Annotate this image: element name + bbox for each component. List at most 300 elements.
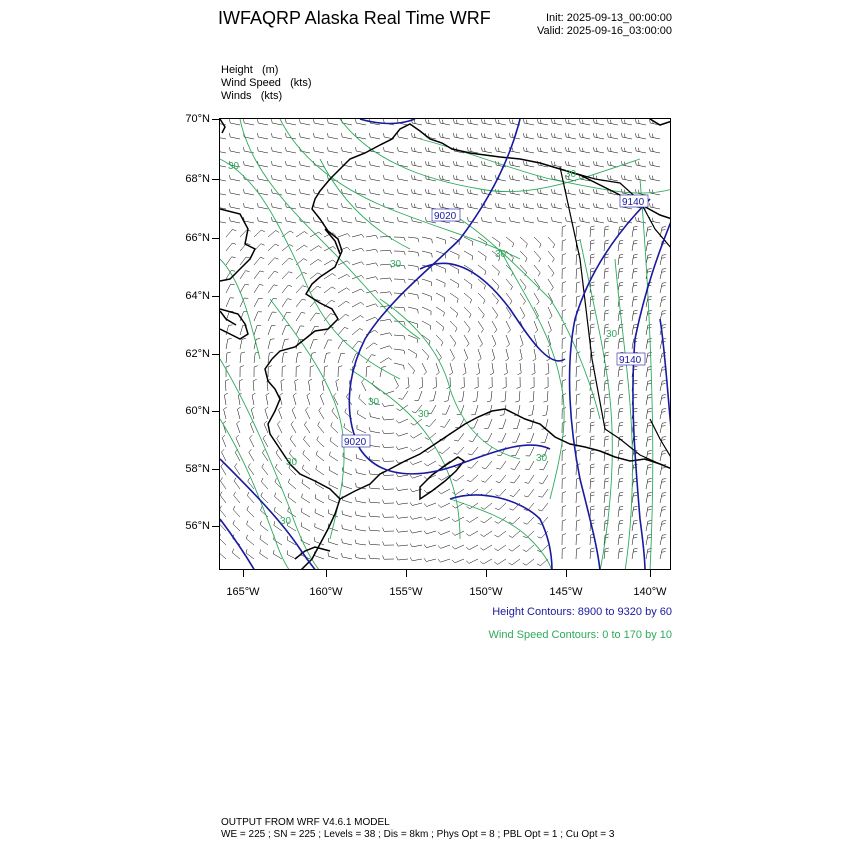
wind-barb (650, 161, 661, 167)
wind-barb (478, 335, 483, 347)
wind-barb (362, 379, 367, 391)
wind-barb (355, 526, 366, 532)
wind-barb (324, 340, 332, 349)
wind-barb (527, 433, 535, 442)
wind-barb (394, 363, 404, 369)
wind-barb (262, 464, 268, 475)
wind-barb (342, 147, 353, 153)
wind-barb (590, 548, 595, 559)
wind-barb (636, 175, 647, 181)
wind-barb (408, 265, 419, 271)
wind-barb (394, 349, 405, 354)
wind-barb (370, 133, 381, 139)
wind-barb (562, 296, 566, 307)
wind-barb (282, 352, 287, 363)
wind-barb (576, 520, 580, 531)
wind-barb (291, 421, 296, 433)
wind-barb (230, 203, 241, 209)
wind-barb (482, 147, 493, 153)
wind-barb (438, 531, 450, 535)
wind-label: 30 (280, 516, 292, 527)
wind-barb (342, 119, 353, 125)
wind-barb (636, 133, 647, 139)
height-contour (450, 495, 552, 570)
wind-barb (282, 366, 286, 377)
wind-barb (422, 251, 432, 257)
wind-barb (408, 237, 419, 242)
wind-barb (300, 189, 311, 195)
wind-barb (484, 419, 492, 428)
wind-barb (396, 487, 408, 490)
wind-barb (296, 352, 302, 363)
wind-contour (500, 249, 564, 499)
wind-barb (534, 251, 541, 262)
wind-barb (576, 394, 580, 405)
wind-barb (646, 381, 652, 392)
wind-barb (452, 531, 464, 535)
wind-barb (604, 394, 609, 405)
wind-barb (286, 161, 297, 167)
wind-barb (366, 235, 378, 239)
wind-barb (454, 433, 464, 441)
wind-barb (562, 338, 566, 349)
wind-barb (594, 217, 605, 223)
wind-barb (436, 293, 445, 302)
wind-barb (576, 422, 580, 433)
wind-barb (482, 133, 493, 139)
wind-barb (398, 217, 409, 223)
wind-barb (296, 313, 305, 322)
wind-barb (436, 279, 445, 287)
wind-barb (303, 450, 310, 461)
wind-barb (296, 286, 307, 293)
wind-barb (660, 507, 666, 517)
wind-barb (512, 433, 520, 442)
wind-barb (369, 442, 380, 447)
wind-barb (478, 265, 486, 275)
wind-barb (482, 161, 493, 167)
wind-barb (254, 230, 265, 237)
wind-barb (552, 119, 563, 125)
wind-barb (604, 268, 609, 279)
wind-barb (254, 298, 263, 307)
wind-barb (342, 175, 353, 181)
wind-barb (268, 285, 278, 293)
wind-barb (424, 517, 436, 520)
wind-barb (468, 133, 479, 139)
wind-barb (468, 203, 479, 209)
wind-barb (604, 226, 609, 237)
wind-barb (537, 559, 548, 566)
wind-barb (380, 358, 392, 363)
wind-barb (356, 175, 367, 181)
coastline (325, 229, 340, 254)
wind-barb (442, 405, 450, 414)
wind-barb (562, 352, 566, 363)
wind-barb (357, 425, 366, 433)
map-panel (219, 118, 671, 570)
wind-barb (226, 338, 232, 349)
tick-mark (212, 296, 219, 297)
wind-barb (454, 161, 465, 167)
wind-barb (478, 293, 485, 304)
wind-barb (272, 133, 283, 139)
wind-barb (547, 349, 550, 361)
wind-barb (352, 302, 364, 307)
wind-barb (495, 489, 506, 496)
height-contour (570, 199, 650, 570)
wind-barb (240, 339, 246, 350)
wind-barb (468, 161, 479, 167)
wind-barb (338, 234, 350, 237)
wind-barb (410, 433, 422, 438)
field-list (221, 64, 311, 103)
wind-barb (444, 391, 450, 402)
wind-barb (319, 407, 324, 419)
wind-barb (618, 492, 623, 503)
wind-barb (226, 229, 236, 237)
wind-barb (344, 423, 352, 433)
wind-barb (279, 407, 283, 419)
wind-barb (534, 293, 539, 305)
lat-tick-68: 68°N (185, 173, 210, 185)
wind-barb (220, 477, 226, 489)
wind-barb (304, 436, 311, 447)
wind-barb (632, 240, 638, 251)
wind-barb (220, 147, 226, 153)
wind-barb (646, 437, 652, 448)
wind-barb (543, 405, 549, 416)
wind-barb (310, 353, 316, 364)
wind-barb (618, 394, 623, 405)
wind-label: 30 (286, 457, 298, 468)
wind-barb (523, 559, 534, 565)
wind-barb (580, 133, 591, 139)
wind-barb (548, 251, 554, 262)
wind-barb (580, 147, 591, 153)
wind-barb (410, 502, 422, 505)
wind-barb (394, 377, 399, 389)
wind-barb (226, 284, 235, 293)
model-footer (221, 817, 614, 841)
wind-barb (622, 147, 633, 153)
wind-barb (455, 419, 464, 428)
wind-barb (342, 525, 352, 531)
wind-barb (482, 461, 492, 469)
wind-barb (253, 379, 257, 391)
lon-tick-150: 150°W (469, 586, 503, 598)
wind-barb (314, 203, 325, 209)
wind-barb (396, 556, 408, 560)
wind-barb (632, 296, 638, 307)
wind-barb (496, 189, 507, 195)
wind-barb (552, 217, 563, 223)
wind-barb (230, 217, 241, 223)
wind-barb (230, 189, 241, 195)
wind-barb (538, 503, 548, 511)
wind-barb (237, 421, 240, 433)
wind-barb (478, 349, 481, 361)
wind-barb (382, 500, 394, 504)
wind-barb (492, 321, 497, 333)
wind-barb (498, 433, 506, 442)
wind-barb (646, 255, 652, 266)
wind-barb (366, 366, 371, 377)
wind-barb (236, 435, 240, 447)
wind-barb (290, 436, 296, 448)
wind-barb (480, 559, 492, 564)
wind-barb (466, 517, 478, 522)
wind-barb (328, 538, 338, 545)
wind-barb (220, 534, 226, 545)
wind-barb (317, 436, 324, 447)
wind-barb (562, 464, 566, 475)
wind-barb (366, 277, 378, 280)
wind-barb (566, 133, 577, 139)
wind-barb (516, 377, 520, 389)
wind-barb (660, 269, 666, 279)
coastline (272, 124, 671, 359)
wind-barb (230, 175, 241, 181)
wind-barb (510, 475, 520, 483)
wind-barb (490, 363, 493, 375)
wind-barb (523, 517, 534, 524)
wind-barb (646, 409, 652, 420)
wind-barb (501, 391, 506, 402)
wind-barb (424, 558, 436, 561)
wind-barb (369, 470, 380, 475)
wind-barb (452, 503, 464, 508)
map-canvas (220, 119, 671, 570)
wind-barb (382, 458, 394, 462)
wind-barb (473, 391, 478, 402)
wind-barb (510, 161, 521, 167)
wind-barb (590, 506, 595, 517)
wind-barb (300, 161, 311, 167)
wind-barb (282, 326, 290, 335)
wind-barb (410, 447, 422, 451)
wind-barb (580, 217, 591, 223)
wind-barb (286, 147, 297, 153)
wind-barb (478, 321, 484, 333)
wind-barb (370, 189, 381, 195)
wind-barb (594, 203, 605, 209)
wind-barb (492, 307, 498, 319)
wind-barb (307, 393, 310, 405)
wind-barb (309, 379, 313, 391)
lat-tick-66: 66°N (185, 232, 210, 244)
wind-barb (454, 119, 465, 125)
wind-barb (436, 307, 444, 316)
wind-barb (604, 548, 609, 559)
lat-tick-56: 56°N (185, 520, 210, 532)
wind-barb (324, 314, 334, 322)
tick-mark (486, 570, 487, 577)
wind-barb (576, 534, 580, 545)
wind-barb (604, 478, 609, 489)
wind-barb (260, 521, 268, 531)
tick-mark (243, 570, 244, 577)
wind-barb (338, 327, 348, 335)
tick-mark (212, 238, 219, 239)
wind-barb (258, 217, 269, 223)
wind-barb (331, 422, 338, 433)
wind-barb (594, 189, 605, 195)
wind-barb (426, 189, 437, 195)
wind-barb (632, 492, 638, 503)
wind-barb (604, 464, 609, 475)
wind-barb (222, 435, 226, 447)
wind-barb (632, 310, 638, 321)
wind-barb (580, 203, 591, 209)
wind-barb (552, 189, 563, 195)
wind-barb (478, 251, 486, 261)
wind-barb (526, 447, 534, 456)
wind-barb (494, 559, 506, 564)
wind-barb (355, 540, 366, 545)
wind-barb (590, 492, 595, 503)
wind-barb (330, 452, 338, 461)
wind-barb (318, 422, 324, 433)
coastline (220, 119, 225, 133)
wind-barb (302, 465, 310, 475)
wind-barb (292, 407, 296, 419)
wind-speed-contour-legend: Wind Speed Contours: 0 to 170 by 10 (488, 629, 672, 641)
wind-barb (650, 203, 661, 209)
wind-barb (310, 340, 318, 349)
wind-barb (489, 377, 493, 389)
wind-barb (301, 522, 310, 531)
wind-label: 30 (418, 409, 430, 420)
wind-barb (510, 217, 521, 223)
wind-barb (278, 421, 283, 433)
wind-barb (513, 419, 520, 429)
wind-barb (496, 461, 506, 469)
wind-barb (608, 119, 619, 125)
wind-barb (230, 119, 241, 125)
wind-barb (382, 416, 394, 420)
wind-barb (590, 408, 595, 419)
tick-mark (406, 570, 407, 577)
wind-barb (562, 226, 566, 237)
wind-barb (509, 531, 520, 538)
wind-barb (562, 380, 566, 391)
wind-barb (548, 237, 555, 248)
wind-barb (314, 175, 325, 181)
map-title: IWFAQRP Alaska Real Time WRF (218, 8, 491, 28)
wind-label: 30 (390, 259, 402, 270)
wind-barb (622, 119, 633, 125)
wind-contour (350, 369, 460, 539)
wind-barb (538, 203, 549, 209)
wind-barb (262, 449, 268, 461)
wind-barb (410, 516, 422, 519)
wind-barb (562, 254, 566, 265)
wind-barb (310, 366, 314, 377)
wind-barb (440, 147, 451, 153)
wind-barb (338, 340, 347, 349)
wind-barb (509, 545, 520, 551)
wind-barb (424, 503, 436, 507)
wind-barb (632, 282, 638, 293)
wind-barb (509, 517, 520, 524)
wind-barb (410, 530, 422, 533)
wind-barb (357, 410, 366, 419)
wind-barb (660, 535, 666, 545)
wind-barb (342, 553, 352, 559)
wind-barb (295, 379, 299, 391)
wind-barb (384, 147, 395, 153)
wind-barb (566, 147, 577, 153)
wind-barb (396, 446, 408, 449)
wind-barb (398, 133, 409, 139)
wind-barb (436, 321, 444, 331)
wind-barb (237, 407, 240, 419)
wind-barb (618, 408, 623, 419)
wind-barb (464, 279, 472, 289)
wind-barb (576, 268, 580, 279)
wind-barb (464, 251, 473, 260)
wind-barb (660, 395, 666, 405)
wind-barb (281, 379, 285, 391)
wind-barb (314, 119, 325, 125)
wind-contour (460, 219, 600, 419)
wind-barb (258, 147, 269, 153)
wind-barb (636, 217, 647, 223)
wind-barb (538, 489, 548, 497)
wind-barb (296, 326, 304, 335)
wind-barb (646, 241, 652, 252)
wind-barb (450, 335, 456, 346)
wind-barb (369, 427, 380, 433)
wind-barb (240, 271, 250, 279)
wind-barb (660, 437, 666, 447)
wind-barb (329, 481, 338, 489)
wind-barb (300, 217, 311, 223)
wind-barb (510, 203, 521, 209)
wind-barb (239, 379, 243, 391)
height-label-9140-north: 9140 (622, 197, 645, 208)
wind-barb (576, 226, 580, 237)
field-winds: Winds (kts) (221, 90, 283, 102)
wind-barb (408, 293, 418, 299)
wind-barb (258, 203, 269, 209)
wind-barb (240, 366, 244, 377)
wind-barb (301, 508, 310, 517)
wind-barb (226, 298, 234, 307)
wind-barb (650, 175, 661, 181)
wind-barb (249, 449, 254, 461)
wind-barb (220, 203, 226, 209)
wind-barb (426, 161, 437, 167)
wind-barb (590, 254, 595, 265)
wind-barb (650, 133, 661, 139)
wind-barb (543, 391, 548, 402)
wind-contour (270, 299, 344, 539)
wind-barb (449, 363, 452, 375)
wind-barb (220, 133, 226, 139)
wind-barb (330, 437, 338, 447)
wind-barb (272, 175, 283, 181)
wind-barb (408, 349, 417, 358)
wind-barb (496, 217, 507, 223)
wind-barb (244, 203, 255, 209)
wind-barb (296, 232, 308, 238)
wind-barb (632, 268, 638, 279)
wind-barb (396, 433, 408, 436)
wind-barb (334, 393, 339, 405)
wind-barb (511, 461, 520, 470)
